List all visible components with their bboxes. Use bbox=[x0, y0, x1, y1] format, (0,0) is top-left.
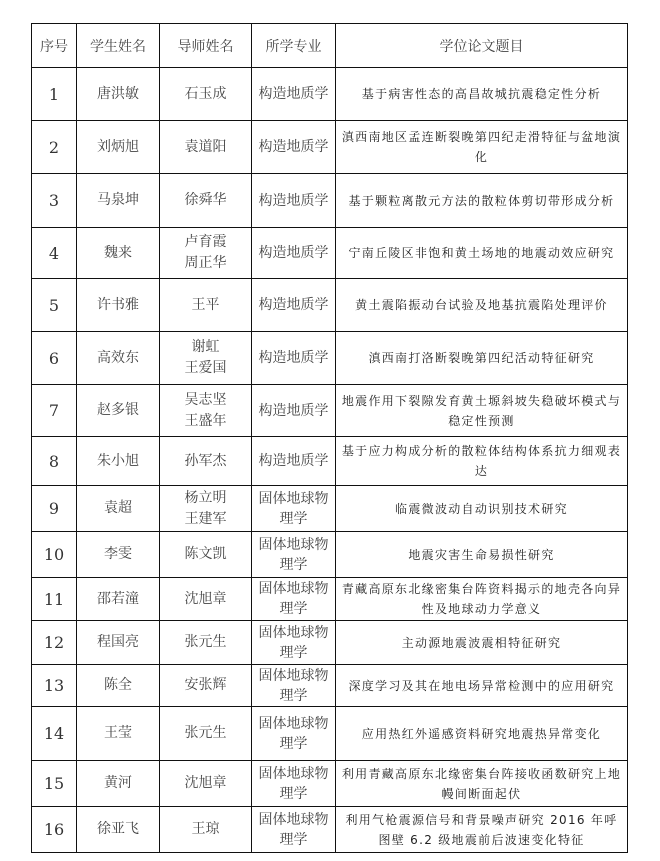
advisor-names bbox=[160, 121, 252, 174]
advisor-names bbox=[160, 707, 252, 761]
student-name: 袁超 bbox=[77, 486, 160, 532]
student-name: 黄河 bbox=[77, 761, 160, 807]
major: 固体地球物理学 bbox=[252, 665, 336, 707]
row-number: 11 bbox=[32, 578, 77, 621]
row-number: 9 bbox=[32, 486, 77, 532]
advisor-name: 王平 bbox=[191, 296, 220, 313]
row-number: 13 bbox=[32, 665, 77, 707]
major: 构造地质学 bbox=[252, 68, 336, 121]
header-advisor: 导师姓名 bbox=[160, 24, 252, 68]
thesis-title: 应用热红外遥感资料研究地震热异常变化 bbox=[336, 707, 628, 761]
advisor-names bbox=[160, 68, 252, 121]
table-row bbox=[32, 279, 628, 332]
advisor-names bbox=[160, 174, 252, 228]
thesis-title: 宁南丘陵区非饱和黄土场地的地震动效应研究 bbox=[336, 228, 628, 279]
advisor-names bbox=[160, 532, 252, 578]
major: 固体地球物理学 bbox=[252, 578, 336, 621]
advisor-name: 王爱国 bbox=[184, 360, 227, 376]
advisor-name: 袁道阳 bbox=[184, 138, 227, 155]
thesis-title: 地震灾害生命易损性研究 bbox=[336, 532, 628, 578]
major: 固体地球物理学 bbox=[252, 707, 336, 761]
student-name: 马泉坤 bbox=[77, 174, 160, 228]
table-row bbox=[32, 707, 628, 761]
advisor-name: 王建军 bbox=[184, 510, 227, 527]
advisor-name: 王盛年 bbox=[184, 412, 227, 429]
header-row bbox=[32, 24, 628, 68]
advisor-names bbox=[160, 332, 252, 385]
thesis-title: 基于应力构成分析的散粒体结构体系抗力细观表达 bbox=[336, 437, 628, 486]
major: 构造地质学 bbox=[252, 385, 336, 437]
major: 构造地质学 bbox=[252, 437, 336, 486]
row-number: 3 bbox=[32, 174, 77, 228]
row-number: 1 bbox=[32, 68, 77, 121]
table-row bbox=[32, 385, 628, 437]
thesis-title: 主动源地震波震相特征研究 bbox=[336, 621, 628, 665]
major: 构造地质学 bbox=[252, 332, 336, 385]
advisor-name: 吴志坚 bbox=[184, 391, 227, 408]
student-name: 刘炳旭 bbox=[77, 121, 160, 174]
student-name: 高效东 bbox=[77, 332, 160, 385]
student-name: 李雯 bbox=[77, 532, 160, 578]
advisor-names bbox=[160, 437, 252, 486]
advisor-name: 陈文凯 bbox=[184, 546, 227, 562]
table-row bbox=[32, 532, 628, 578]
student-name: 魏来 bbox=[77, 228, 160, 279]
table-row bbox=[32, 807, 628, 853]
advisor-name: 张元生 bbox=[184, 725, 227, 741]
table-row bbox=[32, 437, 628, 486]
major: 固体地球物理学 bbox=[252, 486, 336, 532]
advisor-name: 周正华 bbox=[184, 255, 227, 271]
student-name: 赵多银 bbox=[77, 385, 160, 437]
major: 固体地球物理学 bbox=[252, 761, 336, 807]
table-row bbox=[32, 332, 628, 385]
advisor-name: 谢虹 bbox=[191, 339, 220, 355]
student-name: 邵若潼 bbox=[77, 578, 160, 621]
thesis-title: 滇西南地区孟连断裂晚第四纪走滑特征与盆地演化 bbox=[336, 121, 628, 174]
advisor-name: 卢育霞 bbox=[184, 234, 227, 250]
table-row bbox=[32, 621, 628, 665]
row-number: 4 bbox=[32, 228, 77, 279]
thesis-title: 黄土震陷振动台试验及地基抗震陷处理评价 bbox=[336, 279, 628, 332]
advisor-name: 孙军杰 bbox=[184, 452, 227, 469]
student-name: 许书雅 bbox=[77, 279, 160, 332]
table-row bbox=[32, 761, 628, 807]
header-no: 序号 bbox=[32, 24, 77, 68]
advisor-names bbox=[160, 228, 252, 279]
student-name: 徐亚飞 bbox=[77, 807, 160, 853]
thesis-title: 利用青藏高原东北缘密集台阵接收函数研究上地幔间断面起伏 bbox=[336, 761, 628, 807]
thesis-title: 滇西南打洛断裂晚第四纪活动特征研究 bbox=[336, 332, 628, 385]
table-body bbox=[32, 68, 628, 853]
table-row bbox=[32, 68, 628, 121]
thesis-title: 临震微波动自动识别技术研究 bbox=[336, 486, 628, 532]
thesis-title: 青藏高原东北缘密集台阵资料揭示的地壳各向异性及地球动力学意义 bbox=[336, 578, 628, 621]
advisor-names bbox=[160, 279, 252, 332]
major: 构造地质学 bbox=[252, 279, 336, 332]
row-number: 8 bbox=[32, 437, 77, 486]
advisor-name: 徐舜华 bbox=[184, 192, 227, 208]
row-number: 15 bbox=[32, 761, 77, 807]
advisor-names bbox=[160, 807, 252, 853]
table-row bbox=[32, 578, 628, 621]
student-name: 王莹 bbox=[77, 707, 160, 761]
row-number: 16 bbox=[32, 807, 77, 853]
major: 构造地质学 bbox=[252, 228, 336, 279]
student-name: 陈全 bbox=[77, 665, 160, 707]
student-name: 朱小旭 bbox=[77, 437, 160, 486]
advisor-names bbox=[160, 578, 252, 621]
row-number: 7 bbox=[32, 385, 77, 437]
row-number: 12 bbox=[32, 621, 77, 665]
thesis-title: 深度学习及其在地电场异常检测中的应用研究 bbox=[336, 665, 628, 707]
major: 固体地球物理学 bbox=[252, 621, 336, 665]
advisor-name: 张元生 bbox=[184, 634, 227, 650]
advisor-names bbox=[160, 621, 252, 665]
advisor-names bbox=[160, 665, 252, 707]
table-row bbox=[32, 665, 628, 707]
student-name: 程国亮 bbox=[77, 621, 160, 665]
advisor-name: 王琼 bbox=[191, 821, 220, 837]
table-row bbox=[32, 121, 628, 174]
advisor-name: 沈旭章 bbox=[184, 775, 227, 791]
thesis-table bbox=[31, 23, 628, 853]
student-name: 唐洪敏 bbox=[77, 68, 160, 121]
header-major: 所学专业 bbox=[252, 24, 336, 68]
thesis-title: 利用气枪震源信号和背景噪声研究 2016 年呼图壁 6.2 级地震前后波速变化特征 bbox=[336, 807, 628, 853]
advisor-name: 沈旭章 bbox=[184, 590, 227, 607]
thesis-title: 基于颗粒离散元方法的散粒体剪切带形成分析 bbox=[336, 174, 628, 228]
advisor-names bbox=[160, 385, 252, 437]
table-row bbox=[32, 174, 628, 228]
advisor-name: 安张辉 bbox=[184, 677, 227, 693]
row-number: 2 bbox=[32, 121, 77, 174]
advisor-name: 杨立明 bbox=[184, 489, 227, 506]
table-row bbox=[32, 228, 628, 279]
thesis-title: 基于病害性态的高昌故城抗震稳定性分析 bbox=[336, 68, 628, 121]
advisor-name: 石玉成 bbox=[184, 85, 227, 102]
major: 构造地质学 bbox=[252, 174, 336, 228]
row-number: 10 bbox=[32, 532, 77, 578]
header-student: 学生姓名 bbox=[77, 24, 160, 68]
row-number: 6 bbox=[32, 332, 77, 385]
row-number: 5 bbox=[32, 279, 77, 332]
major: 固体地球物理学 bbox=[252, 807, 336, 853]
header-title: 学位论文题目 bbox=[336, 24, 628, 68]
row-number: 14 bbox=[32, 707, 77, 761]
major: 构造地质学 bbox=[252, 121, 336, 174]
table-row bbox=[32, 486, 628, 532]
major: 固体地球物理学 bbox=[252, 532, 336, 578]
thesis-title: 地震作用下裂隙发育黄土塬斜坡失稳破坏模式与稳定性预测 bbox=[336, 385, 628, 437]
advisor-names bbox=[160, 486, 252, 532]
advisor-names bbox=[160, 761, 252, 807]
